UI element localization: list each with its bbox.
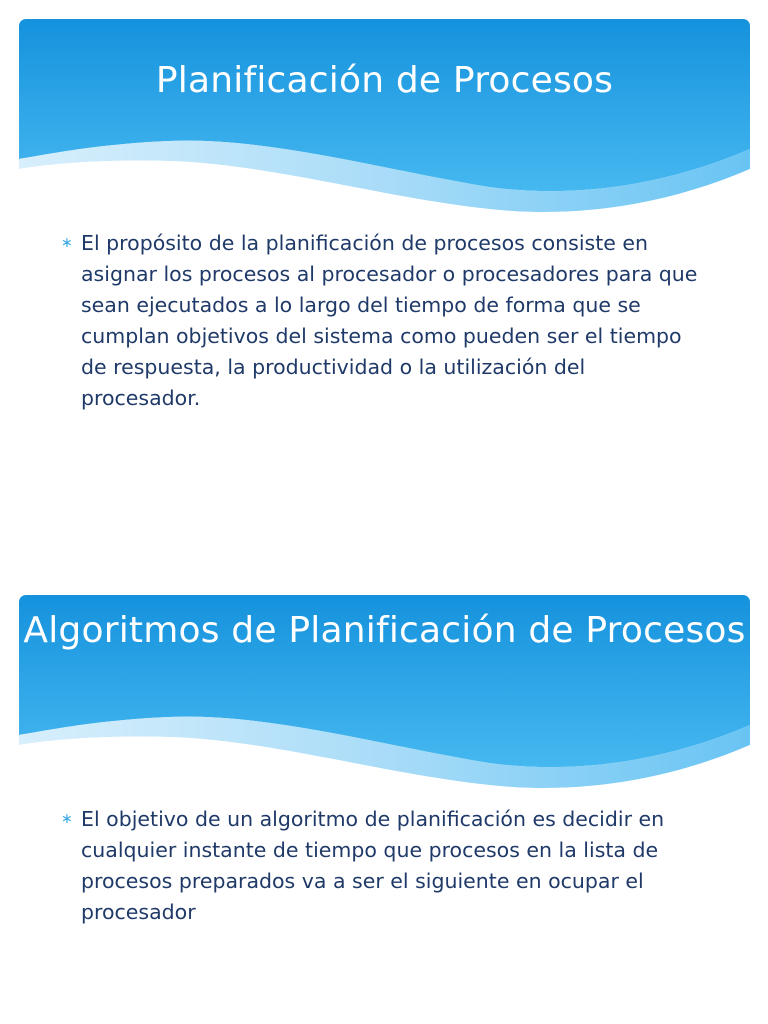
slide-2: [19, 595, 750, 1005]
bullet-asterisk-icon: ∗: [61, 811, 73, 827]
slide-1: [19, 19, 750, 539]
slide-2-header: [19, 595, 750, 791]
slide-2-body-text: El objetivo de un algoritmo de planificación es decidir en cualquier instante de tiempo que procesos en la lista de procesos preparados va a ser el siguiente en ocupar el procesador: [81, 807, 665, 924]
slide-2-title: Algoritmos de Planificación de Procesos: [23, 610, 746, 651]
slide-2-bullet: [61, 804, 701, 928]
slide-1-bullet: [61, 228, 701, 414]
slide-1-header: [19, 19, 750, 215]
header-wave-background: [19, 19, 750, 215]
bullet-asterisk-icon: ∗: [61, 235, 73, 251]
slide-1-body-text: El propósito de la planificación de procesos consiste en asignar los procesos al procesador o procesadores para que sean ejecutados a lo largo del tiempo de forma que se cumplan objetivos del sistema como pueden ser el tiempo de respuesta, la productividad o la utilización del procesador.: [81, 231, 698, 410]
slide-1-title: Planificación de Procesos: [155, 60, 614, 101]
